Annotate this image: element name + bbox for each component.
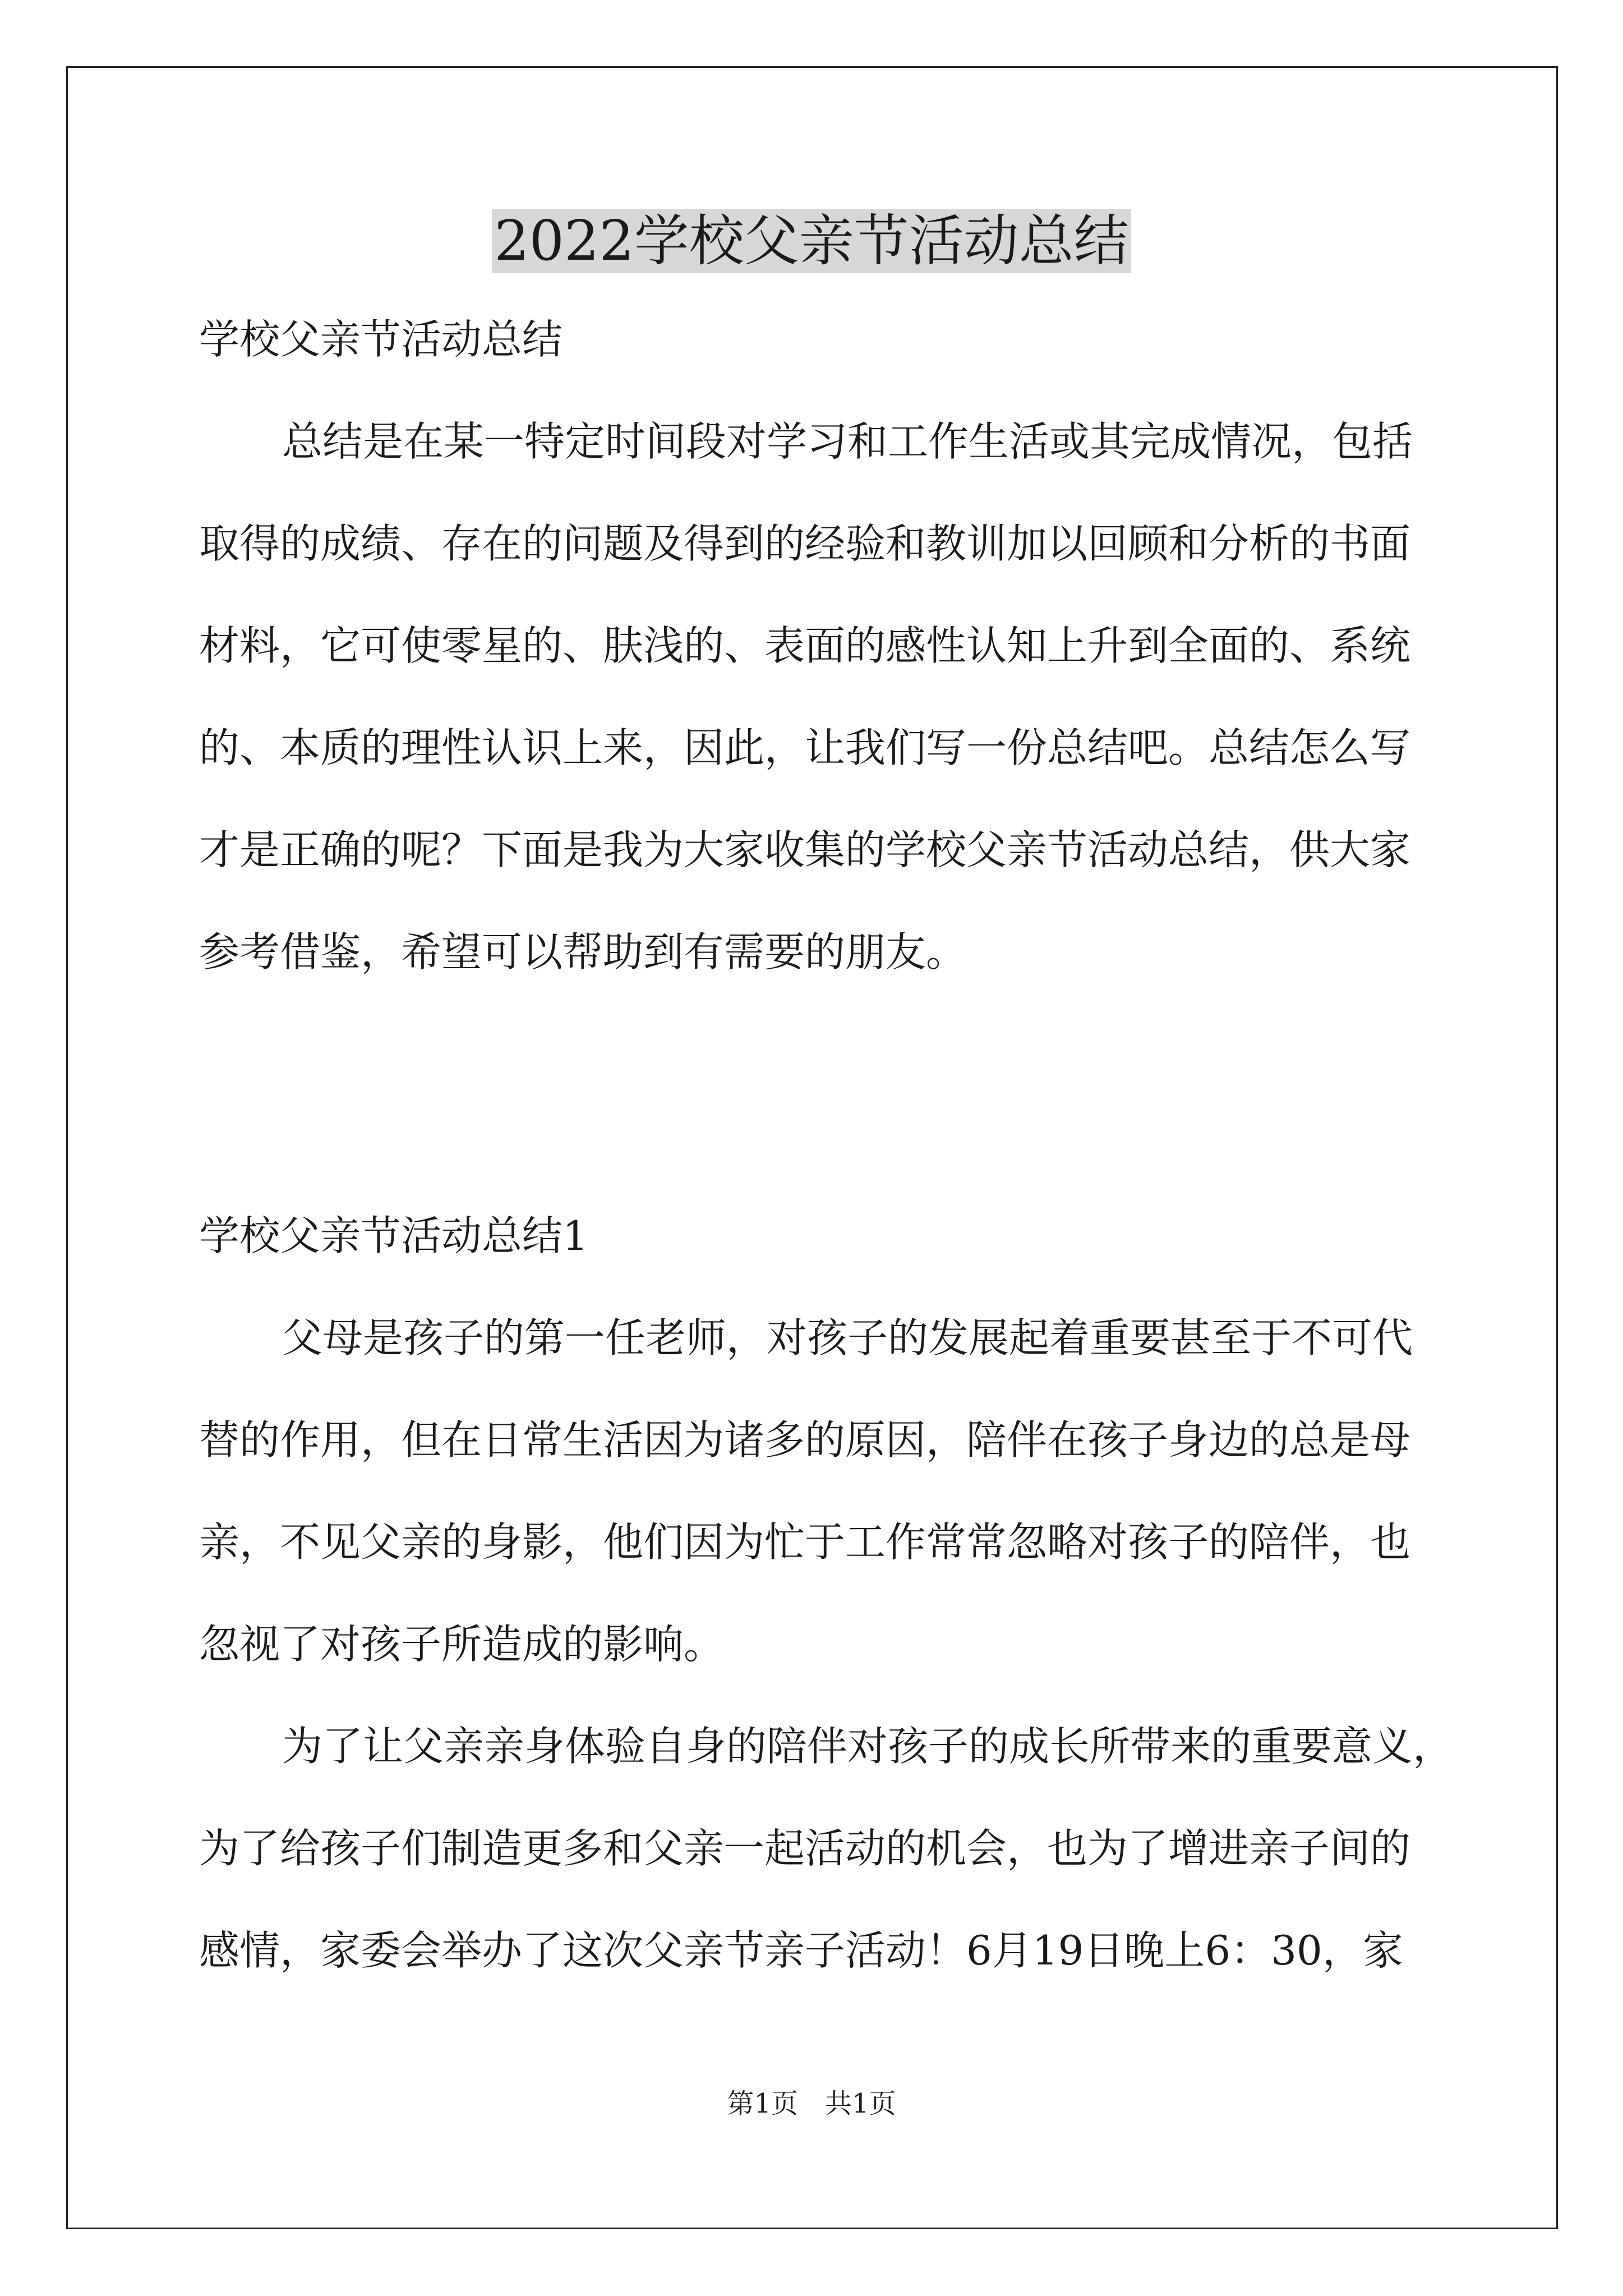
paragraph-line: 为了给孩子们制造更多和父亲一起活动的机会，也为了增进亲子间的 xyxy=(199,1825,1411,1872)
page-footer xyxy=(0,2087,1623,2120)
paragraph-line: 参考借鉴，希望可以帮助到有需要的朋友。 xyxy=(199,928,967,976)
paragraph-line: 感情，家委会举办了这次父亲节亲子活动！6月19日晚上6：30，家 xyxy=(199,1927,1403,1974)
subtitle-line: 学校父亲节活动总结 xyxy=(199,316,563,363)
page-number: 第1页 xyxy=(727,2088,798,2119)
paragraph-line: 才是正确的呢？下面是我为大家收集的学校父亲节活动总结，供大家 xyxy=(199,826,1411,873)
paragraph-line: 为了让父亲亲身体验自身的陪伴对孩子的成长所带来的重要意义， xyxy=(282,1723,1454,1770)
document-title-text: 2022学校父亲节活动总结 xyxy=(492,209,1131,273)
paragraph-line: 取得的成绩、存在的问题及得到的经验和教训加以回顾和分析的书面 xyxy=(199,520,1411,567)
page-border xyxy=(66,66,1558,2229)
document-title xyxy=(0,202,1623,280)
paragraph-line: 忽视了对孩子所造成的影响。 xyxy=(199,1621,725,1668)
paragraph-line: 亲，不见父亲的身影，他们因为忙于工作常常忽略对孩子的陪伴，也 xyxy=(199,1519,1411,1566)
paragraph-line: 材料，它可使零星的、肤浅的、表面的感性认知上升到全面的、系统 xyxy=(199,622,1411,669)
paragraph-line: 的、本质的理性认识上来，因此，让我们写一份总结吧。总结怎么写 xyxy=(199,724,1411,771)
paragraph-line: 父母是孩子的第一任老师，对孩子的发展起着重要甚至于不可代 xyxy=(282,1314,1413,1361)
paragraph-line: 总结是在某一特定时间段对学习和工作生活或其完成情况，包括 xyxy=(282,418,1413,465)
section-heading: 学校父亲节活动总结1 xyxy=(199,1212,588,1259)
page-total: 共1页 xyxy=(825,2088,896,2119)
paragraph-line: 替的作用，但在日常生活因为诸多的原因，陪伴在孩子身边的总是母 xyxy=(199,1416,1411,1464)
